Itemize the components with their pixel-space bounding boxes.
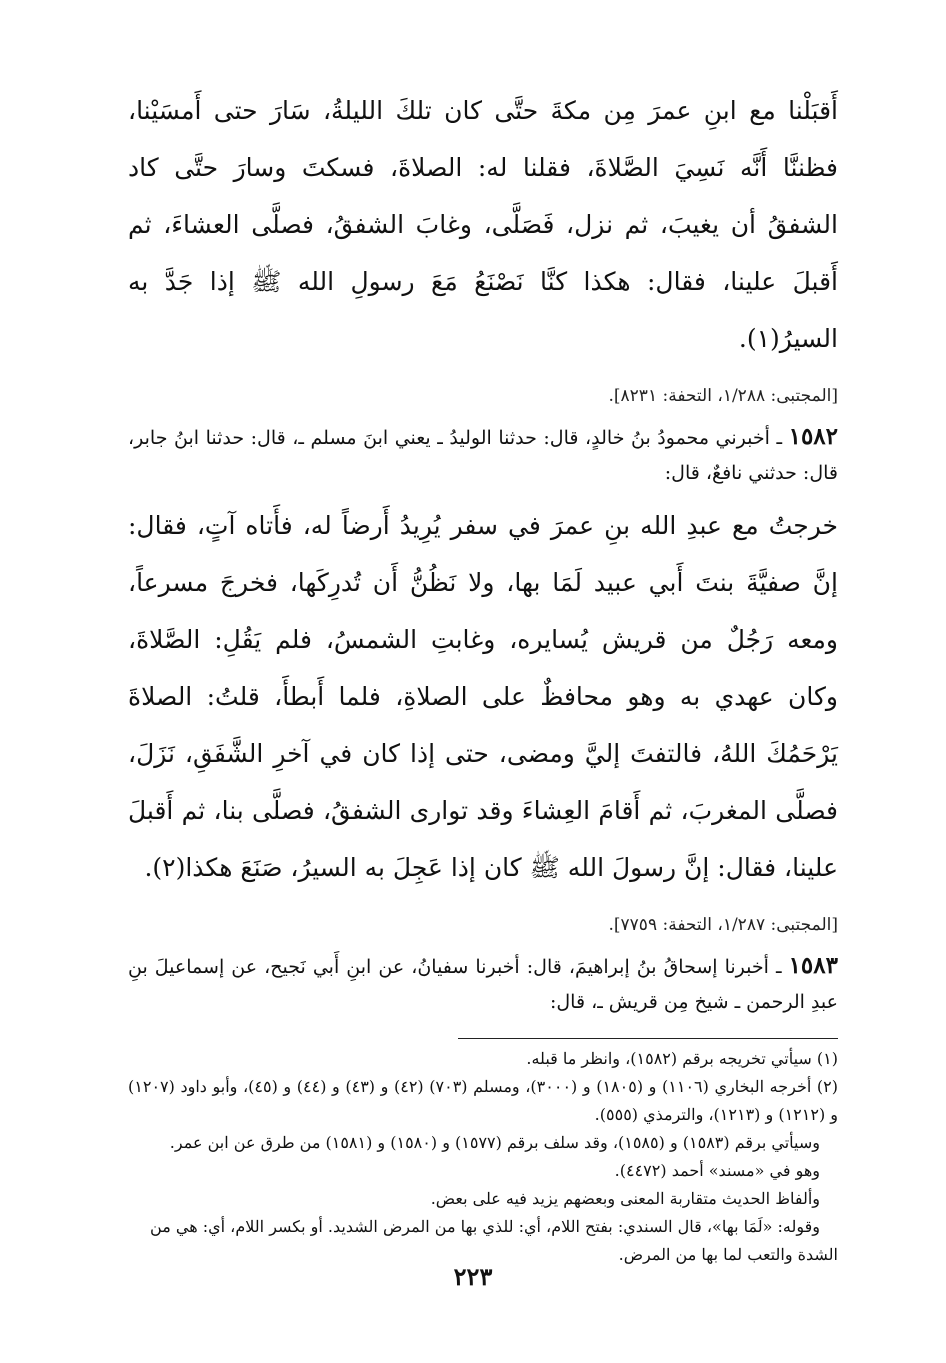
hadith-text-1582: خرجتُ مع عبدِ الله بنِ عمرَ في سفر يُرِيدُ أَرضاً له، فأَتاه آتٍ، فقال: إنَّ صفيَّةَ بنتَ أَبي عبيد لَمَا بها، ولا نَظُنُّ أَن تُدرِكَها، فخرجَ مسرعاً، ومعه رَجُلٌ من قريش يُسايره، وغابتِ الشمسُ، فلم يَقُلِ: الصَّلاةَ، وكان عهدي به وهو محافظٌ على الصلاةِ، فلما أَبطأَ، قلتُ: الصلاةَ يَرْحَمُكَ اللهُ، فالتفتَ إليَّ ومضى، حتى إذا كان في آخرِ الشَّفَقِ، نَزَلَ، فصلَّى المغربَ، ثم أَقامَ العِشاءَ وقد توارى الشفقُ، فصلَّى بنا، ثم أَقبلَ علينا، فقال: إنَّ رسولَ الله ﷺ كان إذا عَجِلَ به السيرُ، صَنَعَ هكذا(٢).: [128, 511, 838, 882]
footnote-2-cont-1: وسيأتي برقم (١٥٨٣) و (١٥٨٥)، وقد سلف برقم (١٥٧٧) و (١٥٨٠) و (١٥٨١) من طرق عن ابن عمر.: [169, 1133, 820, 1152]
footnote-2: (٢) أخرجه البخاري (١١٠٦) و (١٨٠٥) و (٣٠٠٠)، ومسلم (٧٠٣) (٤٢) و (٤٣) و (٤٤) و (٤٥)، وأبو داود (١٢٠٧) و (١٢١٢) و (١٢١٣)، والترمذي (٥٥٥).: [128, 1077, 838, 1124]
footnote-2-cont-4: وقوله: «لَمَا بها»، قال السندي: بفتح اللام، أي: للذي بها من المرض الشديد. أو بكسر اللام، أي: هي من الشدة والتعب لما بها من المرض.: [150, 1217, 838, 1264]
footnote-2-cont-3: وألفاظ الحديث متقاربة المعنى وبعضهم يزيد فيه على بعض.: [430, 1189, 820, 1208]
reference-1581: [المجتبى: ١/٢٨٨، التحفة: ٨٢٣١].: [608, 386, 838, 406]
hadith-header-1582: [128, 419, 838, 491]
isnad-1582: ـ أخبرني محمودُ بنُ خالدٍ، قال: حدثنا الوليدُ ـ يعني ابنَ مسلم ـ، قال: حدثنا ابنُ جابر، قال: حدثني نافعٌ، قال:: [128, 427, 838, 484]
hadith-number-1582: ١٥٨٢: [788, 423, 839, 450]
reference-1582: [المجتبى: ١/٢٨٧، التحفة: ٧٧٥٩].: [608, 915, 838, 935]
hadith-header-1583: [128, 948, 838, 1020]
page-content: [128, 82, 838, 1363]
hadith-text-1581: أَقبَلْنا مع ابنِ عمرَ مِن مكةَ حتَّى كان تلكَ الليلةُ، سَارَ حتى أَمسَيْنا، فظننَّا أَنَّه نَسِيَ الصَّلاةَ، فقلنا له: الصلاةَ، فسكتَ وسارَ حتَّى كاد الشفقُ أن يغيبَ، ثم نزل، فَصَلَّى، وغابَ الشفقُ، فصلَّى العشاءَ، ثم أَقبلَ علينا، فقال: هكذا كنَّا نَصْنَعُ مَعَ رسولِ الله ﷺ إذا جَدَّ به السيرُ(١).: [128, 96, 838, 353]
footnote-1: (١) سيأتي تخريجه برقم (١٥٨٢)، وانظر ما قبله.: [526, 1049, 838, 1068]
footnote-2-cont-2: وهو في «مسند» أحمد (٤٤٧٢).: [614, 1161, 820, 1180]
hadith-number-1583: ١٥٨٣: [788, 952, 838, 979]
page-number: ٢٢٣: [453, 1262, 493, 1291]
isnad-1583: ـ أخبرنا إسحاقُ بنُ إبراهيمَ، قال: أخبرنا سفيانُ، عن ابنِ أَبي نَجيح، عن إسماعيلَ بنِ عبدِ الرحمن ـ شيخ مِن قريش ـ، قال:: [128, 956, 838, 1013]
footnotes: [128, 1045, 838, 1269]
footnote-divider: [458, 1038, 838, 1039]
